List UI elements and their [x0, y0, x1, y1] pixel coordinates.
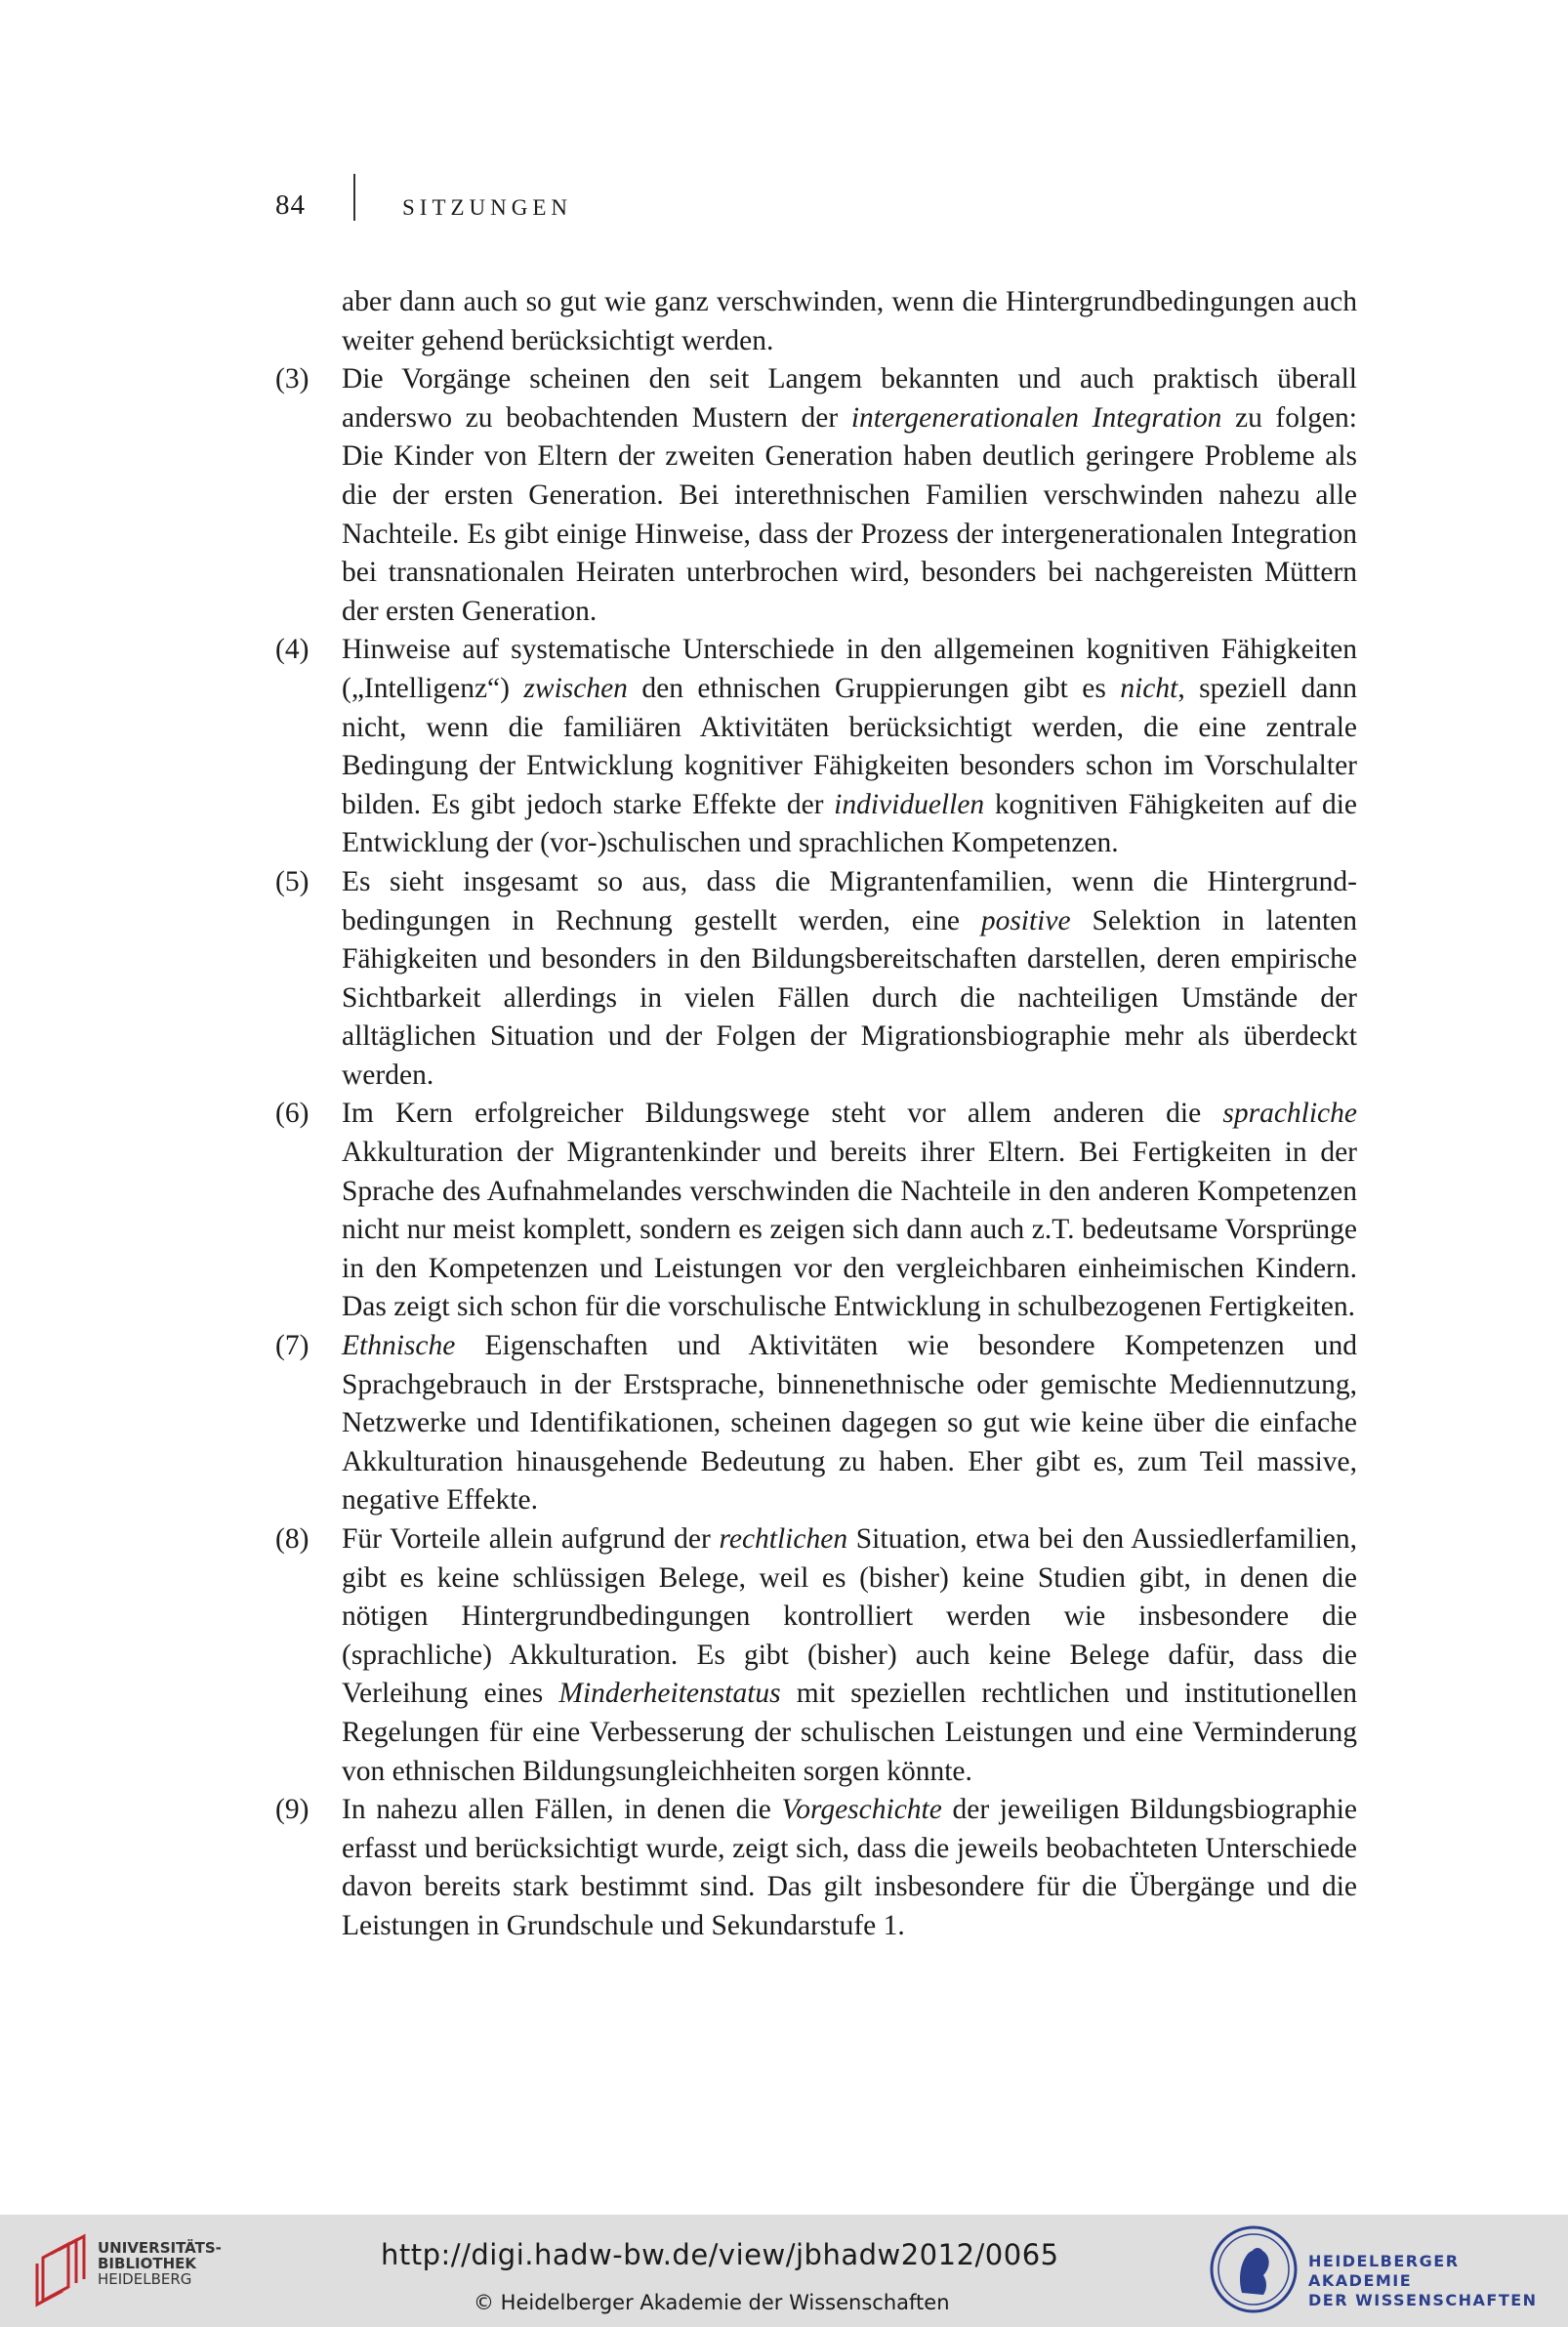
- list-item: [275, 1520, 1357, 1791]
- list-item-text: [342, 360, 1357, 631]
- academy-line-2: DER WISSENSCHAFTEN: [1308, 2291, 1538, 2309]
- academy-line-1: HEIDELBERGER AKADEMIE: [1308, 2252, 1460, 2290]
- text-run: mit speziellen rechtlichen und institutionellen Regelungen für eine Verbesserung der schulischen Leistungen und eine Verminderung von ethnischen Bildungsungleichheiten sorgen könnte.: [342, 1678, 1357, 1787]
- page-number: 84: [275, 189, 306, 221]
- footer-bar: [0, 2215, 1568, 2327]
- text-run: den ethnischen Gruppierungen gibt es: [627, 672, 1121, 704]
- university-library-name: [98, 2240, 222, 2287]
- list-item: [275, 631, 1357, 863]
- list-item: [275, 1791, 1357, 1945]
- text-run: Akkulturation der Migrantenkinder und bereits ihrer Eltern. Bei Fertigkeiten in der Sprache des Aufnahmelandes verschwinden die Nachteile in den anderen Kompetenzen nicht nur meist komplett, sondern es zeigen sich dann auch z.T. bedeutsame Vorsprünge in den Kompetenzen und Leistungen vor den vergleichbaren einheimischen Kindern. Das zeigt sich schon für die vorschulische Entwicklung in schulbezogenen Fertigkeiten.: [342, 1137, 1357, 1323]
- intro-paragraph: [275, 283, 1357, 360]
- section-title: SITZUNGEN: [402, 195, 573, 220]
- numbered-list: [275, 360, 1357, 1945]
- header-divider: [353, 174, 355, 221]
- emphasized-text: zwischen: [523, 672, 628, 704]
- body-text: [275, 283, 1357, 1946]
- emphasized-text: nicht: [1120, 672, 1178, 704]
- text-run: In nahezu allen Fällen, in denen die: [342, 1794, 782, 1826]
- list-item-number: (8): [275, 1523, 309, 1555]
- emphasized-text: intergenerationalen Integration: [850, 401, 1222, 434]
- list-item-text: [342, 1791, 1357, 1945]
- permalink-url[interactable]: http://digi.hadw-bw.de/view/jbhadw2012/0065: [381, 2238, 1059, 2271]
- ub-line-3: HEIDELBERG: [98, 2270, 192, 2288]
- ub-line-2: BIBLIOTHEK: [98, 2255, 196, 2272]
- list-item-text: [342, 1520, 1357, 1791]
- text-run: Selektion in latenten Fähigkeiten und besonders in den Bildungsbereitschaften darstellen, deren empirische Sichtbarkeit allerdings in vielen Fällen durch die nachteiligen Umstände der alltäglichen Situation und der Folgen der Migrationsbiographie mehr als überdeckt werden.: [342, 904, 1357, 1091]
- list-item: [275, 1095, 1357, 1327]
- emphasized-text: Ethnische: [342, 1330, 456, 1362]
- text-run: Situation, etwa bei den Aussiedlerfamilien, gibt es keine schlüssigen Belege, weil es (bisher) keine Studien gibt, in denen die nötigen Hintergrundbedingungen kontrolliert werden wie insbesondere die (sprachliche) Akkulturation. Es gibt (bisher) auch keine Belege dafür, dass die Verleihung eines: [342, 1523, 1357, 1710]
- list-item-number: (9): [275, 1794, 309, 1826]
- list-item: [275, 360, 1357, 631]
- list-item-text: [342, 1095, 1357, 1327]
- emphasized-text: individuellen: [834, 788, 985, 820]
- list-item-number: (7): [275, 1330, 309, 1362]
- text-run: kognitiven Fähigkeiten auf die Entwicklung der (vor-)schulischen und sprachlichen Kompetenzen.: [342, 788, 1357, 859]
- text-run: Im Kern erfolgreicher Bildungswege steht vor allem anderen die: [342, 1098, 1223, 1130]
- text-run: , speziell dann nicht, wenn die familiären Aktivitäten berücksichtigt werden, die eine zentrale Bedingung der Entwicklung kognitiver Fähigkeiten besonders schon im Vorschulalter bilden. Es gibt jedoch starke Effekte der: [342, 672, 1357, 820]
- text-run: Es sieht insgesamt so aus, dass die Migrantenfamilien, wenn die Hintergrundbedingungen in Rechnung gestellt werden, eine: [342, 865, 1357, 936]
- emphasized-text: Vorgeschichte: [781, 1794, 942, 1826]
- university-library-logo-icon: [29, 2230, 98, 2308]
- running-head: [275, 174, 1349, 223]
- list-item-text: [342, 863, 1357, 1096]
- emphasized-text: Minderheitenstatus: [558, 1678, 781, 1710]
- list-item-text: [342, 1327, 1357, 1520]
- academy-seal-icon: [1209, 2224, 1299, 2314]
- text-run: Die Vorgänge scheinen den seit Langem bekannten und auch praktisch überall anderswo zu beobachtenden Mustern der: [342, 363, 1357, 434]
- ub-line-1: UNIVERSITÄTS-: [98, 2239, 222, 2257]
- list-item: [275, 1327, 1357, 1520]
- emphasized-text: rechtlichen: [719, 1523, 848, 1555]
- list-item: [275, 863, 1357, 1096]
- list-item-number: (6): [275, 1098, 309, 1130]
- copyright-notice: © Heidelberger Akademie der Wissenschaften: [474, 2291, 950, 2314]
- emphasized-text: sprachliche: [1222, 1098, 1357, 1130]
- list-item-number: (5): [275, 865, 309, 897]
- text-run: Eigenschaften und Aktivitäten wie besondere Kompetenzen und Sprachgebrauch in der Erstsprache, binnenethnische oder gemischte Mediennutzung, Netzwerke und Identifikationen, scheinen dagegen so gut wie keine über die einfache Akkulturation hinausgehende Bedeutung zu haben. Eher gibt es, zum Teil massive, negative Effekte.: [342, 1330, 1357, 1517]
- intro-text: aber dann auch so gut wie ganz verschwinden, wenn die Hintergrundbedingungen auch weiter gehend berücksichtigt werden.: [342, 286, 1357, 356]
- academy-name: [1308, 2252, 1568, 2310]
- list-item-number: (4): [275, 634, 309, 666]
- emphasized-text: positive: [980, 904, 1071, 936]
- text-run: Hinweise auf systematische Unterschiede in den allgemeinen kognitiven Fähigkeiten („Intelligenz“): [342, 634, 1357, 704]
- text-run: zu folgen: Die Kinder von Eltern der zweiten Generation haben deutlich geringere Probleme als die der ersten Generation. Bei interethnischen Familien verschwinden nahezu alle Nachteile. Es gibt einige Hinweise, dass der Prozess der intergenerationalen Integration bei transnationalen Heiraten unterbrochen wird, besonders bei nachgereisten Müttern der ersten Generation.: [342, 401, 1357, 627]
- text-run: der jeweiligen Bildungsbiographie erfasst und berücksichtigt wurde, zeigt sich, dass die jeweils beobachteten Unterschiede davon bereits stark bestimmt sind. Das gilt insbesondere für die Übergänge und die Leistungen in Grundschule und Sekundarstufe 1.: [342, 1794, 1357, 1941]
- list-item-text: [342, 631, 1357, 863]
- list-item-number: (3): [275, 363, 309, 395]
- text-run: Für Vorteile allein aufgrund der: [342, 1523, 720, 1555]
